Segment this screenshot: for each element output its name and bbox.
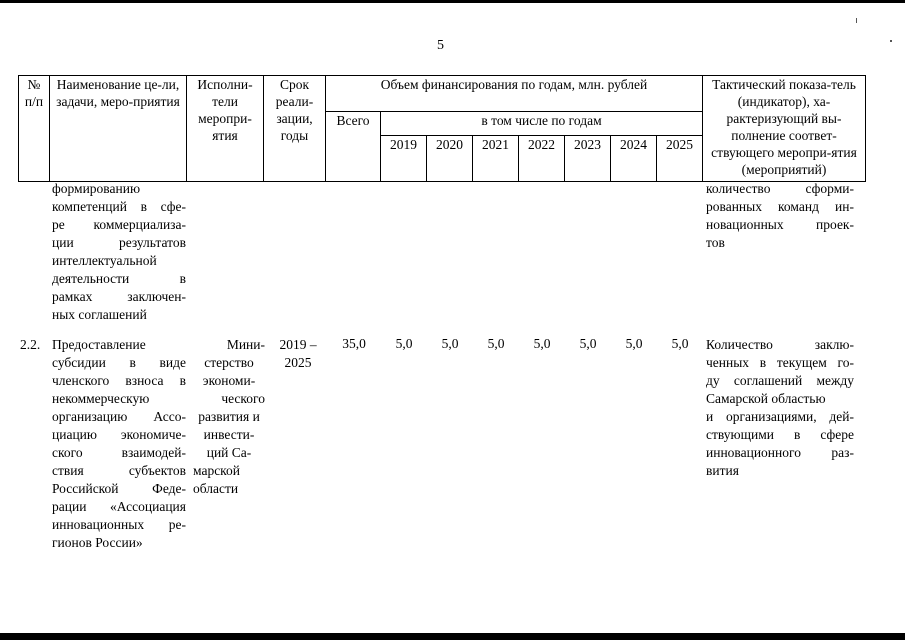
scan-artifact [856, 18, 857, 23]
row-name: Предоставление субсидии в виде членского взноса в некоммерческую организацию Ассо- циацию экономиче- ского взаимодей- ствия субъектов Российской Феде- рации «Ассоциация инновационных ре- гионов России» [52, 337, 186, 550]
header-year: 2019 [381, 136, 427, 182]
header-year: 2024 [611, 136, 657, 182]
row-value-2019: 5,0 [395, 336, 413, 351]
row-value-2020: 5,0 [441, 336, 459, 351]
bottom-border [0, 633, 905, 640]
row-indicator: Количество заклю- ченных в текущем го- ду соглашений между Самарской областью и организациями, дей- ствующими в сфере инновационного раз- вития [706, 337, 854, 478]
header-funding: Объем финансирования по годам, млн. рублей [326, 76, 703, 112]
row-value-2025: 5,0 [671, 336, 689, 351]
header-by-years: в том числе по годам [381, 112, 703, 136]
header-year: 2025 [657, 136, 703, 182]
header-name: Наименование це-ли, задачи, меро-приятия [50, 76, 187, 182]
row-number: 2.2. [20, 337, 41, 352]
header-indicator: Тактический показа-тель (индикатор), ха-рактеризующий вы-полнение соответ-ствующего меропри-ятия (мероприятий) [703, 76, 866, 182]
row-executor: Мини- стерство экономи- ческого развития и инвести- ций Са- марской области [193, 337, 265, 496]
header-term: Срок реали-зации, годы [264, 76, 326, 182]
header-year: 2021 [473, 136, 519, 182]
page-number: 5 [437, 38, 444, 53]
row-total: 35,0 [342, 336, 366, 351]
row-value-2024: 5,0 [625, 336, 643, 351]
header-year: 2023 [565, 136, 611, 182]
row-value-2023: 5,0 [579, 336, 597, 351]
continuation-name: формированию компетенций в сфе- ре коммерциализа- ции результатов интеллектуальной деятельности в рамках заключен- ных соглашений [52, 181, 186, 322]
row-value-2021: 5,0 [487, 336, 505, 351]
header-executor: Исполни-тели меропри-ятия [187, 76, 264, 182]
row-term: 2019 – 2025 [279, 337, 317, 370]
header-year: 2020 [427, 136, 473, 182]
continuation-indicator: количество сформи- рованных команд ин- новационных проек- тов [706, 181, 854, 250]
scan-artifact [890, 40, 892, 42]
header-year: 2022 [519, 136, 565, 182]
header-total: Всего [326, 112, 381, 182]
top-border [0, 0, 905, 3]
header-no: № п/п [19, 76, 50, 182]
row-value-2022: 5,0 [533, 336, 551, 351]
table-header [18, 75, 866, 182]
